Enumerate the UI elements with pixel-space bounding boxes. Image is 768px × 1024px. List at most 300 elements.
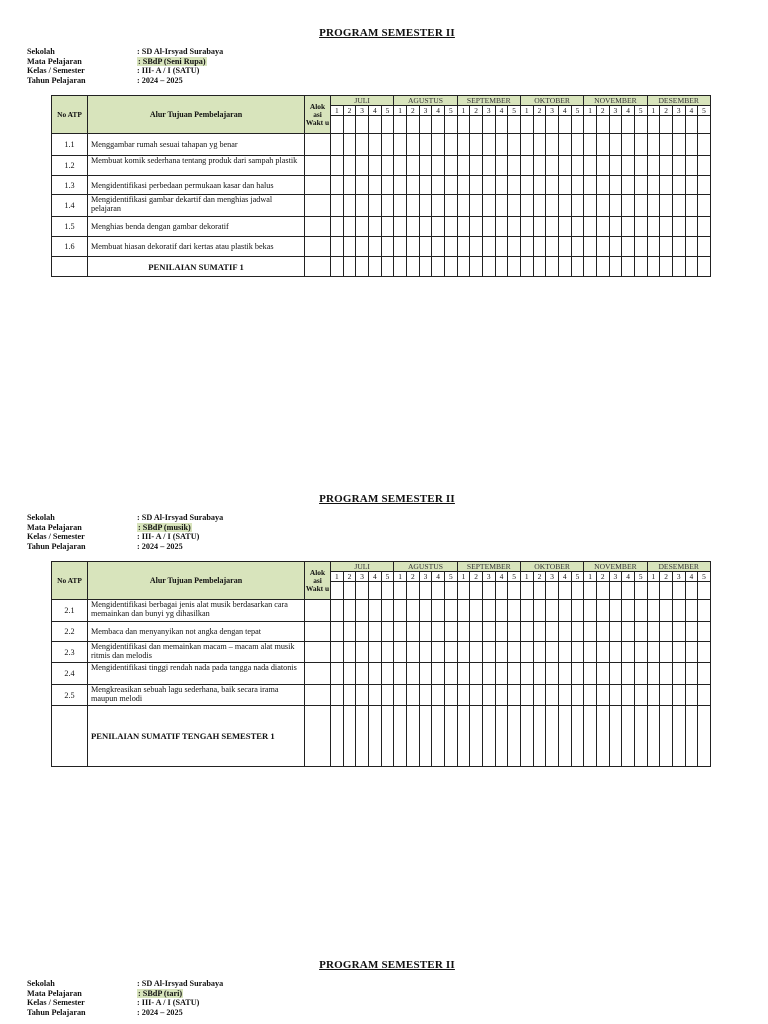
- header-week: 1: [331, 572, 344, 582]
- week-cell: [394, 176, 407, 195]
- header-alokasi-waktu: Alok asi Wakt u: [305, 562, 331, 600]
- week-cell: [634, 600, 647, 622]
- week-cell: [368, 195, 381, 217]
- week-cell: [660, 116, 673, 134]
- week-cell: [647, 582, 660, 600]
- week-cell: [634, 685, 647, 706]
- info-row-mapel: Mata Pelajaran : SBdP (musik): [27, 522, 191, 532]
- week-cell: [647, 600, 660, 622]
- week-cell: [406, 176, 419, 195]
- week-cell: [356, 217, 369, 237]
- week-cell: [508, 706, 521, 767]
- week-cell: [356, 176, 369, 195]
- week-cell: [520, 685, 533, 706]
- week-cell: [634, 582, 647, 600]
- table-row: [52, 176, 711, 195]
- atp-number: 2.4: [52, 663, 88, 685]
- header-week: 1: [394, 106, 407, 116]
- header-week: 4: [432, 572, 445, 582]
- week-cell: [596, 257, 609, 277]
- week-cell: [533, 706, 546, 767]
- header-week: 3: [419, 572, 432, 582]
- week-cell: [647, 217, 660, 237]
- header-week: 3: [356, 106, 369, 116]
- week-cell: [331, 706, 344, 767]
- week-cell: [356, 622, 369, 642]
- week-cell: [368, 134, 381, 156]
- week-cell: [660, 176, 673, 195]
- week-cell: [558, 642, 571, 663]
- week-cell: [533, 663, 546, 685]
- week-cell: [584, 116, 597, 134]
- header-week: 4: [558, 572, 571, 582]
- info-block: [27, 47, 223, 85]
- week-cell: [331, 217, 344, 237]
- week-cell: [672, 237, 685, 257]
- week-cell: [647, 706, 660, 767]
- week-cell: [571, 706, 584, 767]
- week-cell: [571, 156, 584, 176]
- week-cell: [685, 685, 698, 706]
- highlighted-subject: : SBdP (musik): [138, 522, 191, 532]
- week-cell: [419, 237, 432, 257]
- week-cell: [558, 622, 571, 642]
- week-cell: [381, 257, 394, 277]
- week-cell: [482, 217, 495, 237]
- week-cell: [356, 156, 369, 176]
- atp-description: Membaca dan menyanyikan not angka dengan tepat: [88, 622, 305, 642]
- week-cell: [571, 116, 584, 134]
- week-cell: [520, 706, 533, 767]
- week-cell: [571, 176, 584, 195]
- week-cell: [634, 237, 647, 257]
- week-cell: [672, 663, 685, 685]
- week-cell: [533, 176, 546, 195]
- week-cell: [331, 600, 344, 622]
- week-cell: [457, 685, 470, 706]
- alokasi-cell: [305, 622, 331, 642]
- week-cell: [457, 600, 470, 622]
- header-week: 2: [660, 106, 673, 116]
- week-cell: [660, 257, 673, 277]
- week-cell: [558, 600, 571, 622]
- week-cell: [584, 600, 597, 622]
- week-cell: [685, 582, 698, 600]
- header-week: 1: [394, 572, 407, 582]
- week-cell: [331, 156, 344, 176]
- atp-description: Mengidentifikasi tinggi rendah nada pada tangga nada diatonis: [88, 663, 305, 685]
- summary-row: [52, 257, 711, 277]
- week-cell: [685, 600, 698, 622]
- week-cell: [368, 582, 381, 600]
- week-cell: [596, 642, 609, 663]
- week-cell: [331, 582, 344, 600]
- week-cell: [470, 706, 483, 767]
- atp-description: Mengkreasikan sebuah lagu sederhana, baik secara irama maupun melodi: [88, 685, 305, 706]
- week-cell: [546, 642, 559, 663]
- week-cell: [508, 176, 521, 195]
- header-week: 2: [406, 572, 419, 582]
- week-cell: [406, 622, 419, 642]
- week-cell: [394, 706, 407, 767]
- week-cell: [508, 134, 521, 156]
- header-week: 2: [596, 572, 609, 582]
- week-cell: [698, 134, 711, 156]
- info-row-tahun: Tahun Pelajaran : 2024 – 2025: [27, 75, 183, 85]
- week-cell: [381, 642, 394, 663]
- week-cell: [596, 116, 609, 134]
- week-cell: [495, 706, 508, 767]
- header-month: JULI: [331, 562, 394, 572]
- atp-number: 1.5: [52, 217, 88, 237]
- week-cell: [622, 600, 635, 622]
- week-cell: [584, 195, 597, 217]
- week-cell: [698, 217, 711, 237]
- week-cell: [546, 134, 559, 156]
- week-cell: [419, 685, 432, 706]
- week-cell: [343, 685, 356, 706]
- header-month: SEPTEMBER: [457, 96, 520, 106]
- week-cell: [331, 116, 344, 134]
- week-cell: [571, 622, 584, 642]
- week-cell: [546, 706, 559, 767]
- week-cell: [698, 156, 711, 176]
- week-cell: [368, 217, 381, 237]
- header-month: AGUSTUS: [394, 562, 457, 572]
- page-title: PROGRAM SEMESTER II: [319, 493, 455, 505]
- week-cell: [381, 217, 394, 237]
- week-cell: [634, 642, 647, 663]
- week-cell: [634, 156, 647, 176]
- header-week: 3: [609, 106, 622, 116]
- week-cell: [533, 257, 546, 277]
- atp-number: 1.2: [52, 156, 88, 176]
- week-cell: [356, 582, 369, 600]
- week-cell: [508, 622, 521, 642]
- week-cell: [444, 257, 457, 277]
- week-cell: [394, 622, 407, 642]
- week-cell: [685, 116, 698, 134]
- week-cell: [571, 685, 584, 706]
- week-cell: [672, 217, 685, 237]
- week-cell: [343, 622, 356, 642]
- week-cell: [482, 134, 495, 156]
- summary-label: PENILAIAN SUMATIF TENGAH SEMESTER 1: [88, 706, 305, 767]
- week-cell: [533, 642, 546, 663]
- week-cell: [368, 156, 381, 176]
- week-cell: [406, 156, 419, 176]
- info-row-tahun: Tahun Pelajaran : 2024 – 2025: [27, 1007, 183, 1017]
- week-cell: [584, 582, 597, 600]
- week-cell: [432, 685, 445, 706]
- week-cell: [482, 237, 495, 257]
- program-section-3: [0, 959, 768, 1024]
- week-cell: [368, 176, 381, 195]
- week-cell: [533, 622, 546, 642]
- week-cell: [672, 706, 685, 767]
- header-week: 5: [444, 106, 457, 116]
- header-month: DESEMBER: [647, 96, 710, 106]
- header-week: 2: [343, 106, 356, 116]
- week-cell: [533, 237, 546, 257]
- week-cell: [546, 176, 559, 195]
- week-cell: [508, 257, 521, 277]
- week-cell: [596, 156, 609, 176]
- header-week: 4: [622, 106, 635, 116]
- header-week: 3: [356, 572, 369, 582]
- header-month: JULI: [331, 96, 394, 106]
- header-week: 5: [634, 106, 647, 116]
- atp-number: 2.3: [52, 642, 88, 663]
- week-cell: [660, 195, 673, 217]
- week-cell: [457, 217, 470, 237]
- week-cell: [571, 663, 584, 685]
- week-cell: [394, 134, 407, 156]
- week-cell: [660, 582, 673, 600]
- week-cell: [432, 237, 445, 257]
- week-cell: [508, 600, 521, 622]
- week-cell: [394, 663, 407, 685]
- week-cell: [457, 663, 470, 685]
- week-cell: [546, 195, 559, 217]
- week-cell: [457, 176, 470, 195]
- week-cell: [343, 195, 356, 217]
- header-week: 5: [571, 106, 584, 116]
- header-week: 1: [457, 106, 470, 116]
- week-cell: [381, 622, 394, 642]
- week-cell: [444, 134, 457, 156]
- atp-number: 1.4: [52, 195, 88, 217]
- week-cell: [660, 237, 673, 257]
- week-cell: [368, 116, 381, 134]
- info-row-sekolah: Sekolah : SD Al-Irsyad Surabaya: [27, 979, 224, 988]
- week-cell: [406, 195, 419, 217]
- info-row-kelas: Kelas / Semester : III- A / I (SATU): [27, 66, 200, 76]
- week-cell: [660, 600, 673, 622]
- week-cell: [647, 134, 660, 156]
- week-cell: [647, 195, 660, 217]
- week-cell: [622, 706, 635, 767]
- week-cell: [584, 622, 597, 642]
- week-cell: [672, 195, 685, 217]
- week-cell: [609, 116, 622, 134]
- atp-number: 2.1: [52, 600, 88, 622]
- week-cell: [331, 195, 344, 217]
- week-cell: [508, 642, 521, 663]
- week-cell: [406, 582, 419, 600]
- week-cell: [432, 176, 445, 195]
- week-cell: [698, 116, 711, 134]
- week-cell: [356, 134, 369, 156]
- week-cell: [698, 237, 711, 257]
- week-cell: [672, 582, 685, 600]
- week-cell: [343, 257, 356, 277]
- week-cell: [406, 237, 419, 257]
- week-cell: [343, 706, 356, 767]
- week-cell: [609, 134, 622, 156]
- week-cell: [596, 237, 609, 257]
- week-cell: [520, 217, 533, 237]
- header-alur-tujuan: Alur Tujuan Pembelajaran: [88, 96, 305, 134]
- week-cell: [622, 663, 635, 685]
- highlighted-subject: : SBdP (tari): [138, 988, 183, 998]
- header-week: 2: [533, 572, 546, 582]
- week-cell: [609, 176, 622, 195]
- week-cell: [394, 582, 407, 600]
- week-cell: [432, 195, 445, 217]
- week-cell: [331, 685, 344, 706]
- week-cell: [660, 217, 673, 237]
- week-cell: [508, 116, 521, 134]
- week-cell: [482, 176, 495, 195]
- week-cell: [444, 116, 457, 134]
- week-cell: [660, 622, 673, 642]
- header-alokasi-waktu: Alok asi Wakt u: [305, 96, 331, 134]
- week-cell: [698, 257, 711, 277]
- week-cell: [609, 642, 622, 663]
- week-cell: [558, 663, 571, 685]
- week-cell: [495, 116, 508, 134]
- week-cell: [533, 600, 546, 622]
- week-cell: [482, 116, 495, 134]
- week-cell: [482, 195, 495, 217]
- page-title: PROGRAM SEMESTER II: [319, 959, 455, 971]
- week-cell: [634, 706, 647, 767]
- week-cell: [444, 622, 457, 642]
- header-week: 5: [571, 572, 584, 582]
- week-cell: [533, 582, 546, 600]
- week-cell: [444, 195, 457, 217]
- header-week: 4: [432, 106, 445, 116]
- week-cell: [368, 257, 381, 277]
- week-cell: [584, 156, 597, 176]
- week-cell: [482, 685, 495, 706]
- week-cell: [343, 116, 356, 134]
- week-cell: [356, 706, 369, 767]
- week-cell: [622, 582, 635, 600]
- week-cell: [343, 582, 356, 600]
- week-cell: [457, 156, 470, 176]
- week-cell: [368, 706, 381, 767]
- week-cell: [546, 217, 559, 237]
- week-cell: [622, 257, 635, 277]
- week-cell: [495, 156, 508, 176]
- week-cell: [495, 582, 508, 600]
- table-row: [52, 156, 711, 176]
- header-week: 4: [622, 572, 635, 582]
- week-cell: [533, 116, 546, 134]
- header-week: 4: [495, 106, 508, 116]
- week-cell: [698, 600, 711, 622]
- week-cell: [343, 217, 356, 237]
- week-cell: [343, 237, 356, 257]
- week-cell: [571, 134, 584, 156]
- header-week: 4: [495, 572, 508, 582]
- week-cell: [419, 156, 432, 176]
- week-cell: [470, 176, 483, 195]
- week-cell: [672, 156, 685, 176]
- week-cell: [622, 156, 635, 176]
- week-cell: [622, 195, 635, 217]
- week-cell: [457, 195, 470, 217]
- week-cell: [546, 116, 559, 134]
- header-week: 2: [343, 572, 356, 582]
- atp-number: 1.3: [52, 176, 88, 195]
- week-cell: [571, 237, 584, 257]
- week-cell: [331, 622, 344, 642]
- week-cell: [495, 622, 508, 642]
- week-cell: [634, 134, 647, 156]
- week-cell: [406, 600, 419, 622]
- week-cell: [647, 663, 660, 685]
- week-cell: [685, 257, 698, 277]
- week-cell: [558, 156, 571, 176]
- week-cell: [444, 663, 457, 685]
- week-cell: [596, 134, 609, 156]
- atp-description: Mengidentifikasi berbagai jenis alat musik berdasarkan cara memainkan dan bunyi yg dihasilkan: [88, 600, 305, 622]
- week-cell: [685, 237, 698, 257]
- week-cell: [584, 642, 597, 663]
- week-cell: [672, 116, 685, 134]
- week-cell: [394, 685, 407, 706]
- week-cell: [647, 116, 660, 134]
- header-week: 2: [406, 106, 419, 116]
- table-row: [52, 195, 711, 217]
- table-body: [52, 96, 711, 277]
- week-cell: [457, 237, 470, 257]
- week-cell: [495, 134, 508, 156]
- week-cell: [419, 257, 432, 277]
- week-cell: [406, 134, 419, 156]
- week-cell: [331, 257, 344, 277]
- week-cell: [444, 600, 457, 622]
- week-cell: [698, 582, 711, 600]
- week-cell: [381, 600, 394, 622]
- table-row: [52, 217, 711, 237]
- week-cell: [546, 663, 559, 685]
- header-week: 1: [520, 572, 533, 582]
- alokasi-cell: [305, 156, 331, 176]
- week-cell: [508, 685, 521, 706]
- week-cell: [685, 217, 698, 237]
- alokasi-cell: [305, 685, 331, 706]
- atp-description: Menggambar rumah sesuai tahapan yg benar: [88, 134, 305, 156]
- week-cell: [622, 642, 635, 663]
- week-cell: [406, 685, 419, 706]
- week-cell: [394, 195, 407, 217]
- week-cell: [495, 642, 508, 663]
- week-cell: [356, 685, 369, 706]
- week-cell: [368, 663, 381, 685]
- week-cell: [508, 237, 521, 257]
- week-cell: [660, 706, 673, 767]
- week-cell: [419, 116, 432, 134]
- week-cell: [558, 237, 571, 257]
- week-cell: [331, 663, 344, 685]
- week-cell: [432, 156, 445, 176]
- week-cell: [470, 663, 483, 685]
- week-cell: [672, 134, 685, 156]
- week-cell: [647, 237, 660, 257]
- week-cell: [571, 600, 584, 622]
- week-cell: [419, 706, 432, 767]
- week-cell: [495, 600, 508, 622]
- week-cell: [419, 622, 432, 642]
- week-cell: [660, 156, 673, 176]
- week-cell: [520, 116, 533, 134]
- week-cell: [394, 257, 407, 277]
- week-cell: [584, 706, 597, 767]
